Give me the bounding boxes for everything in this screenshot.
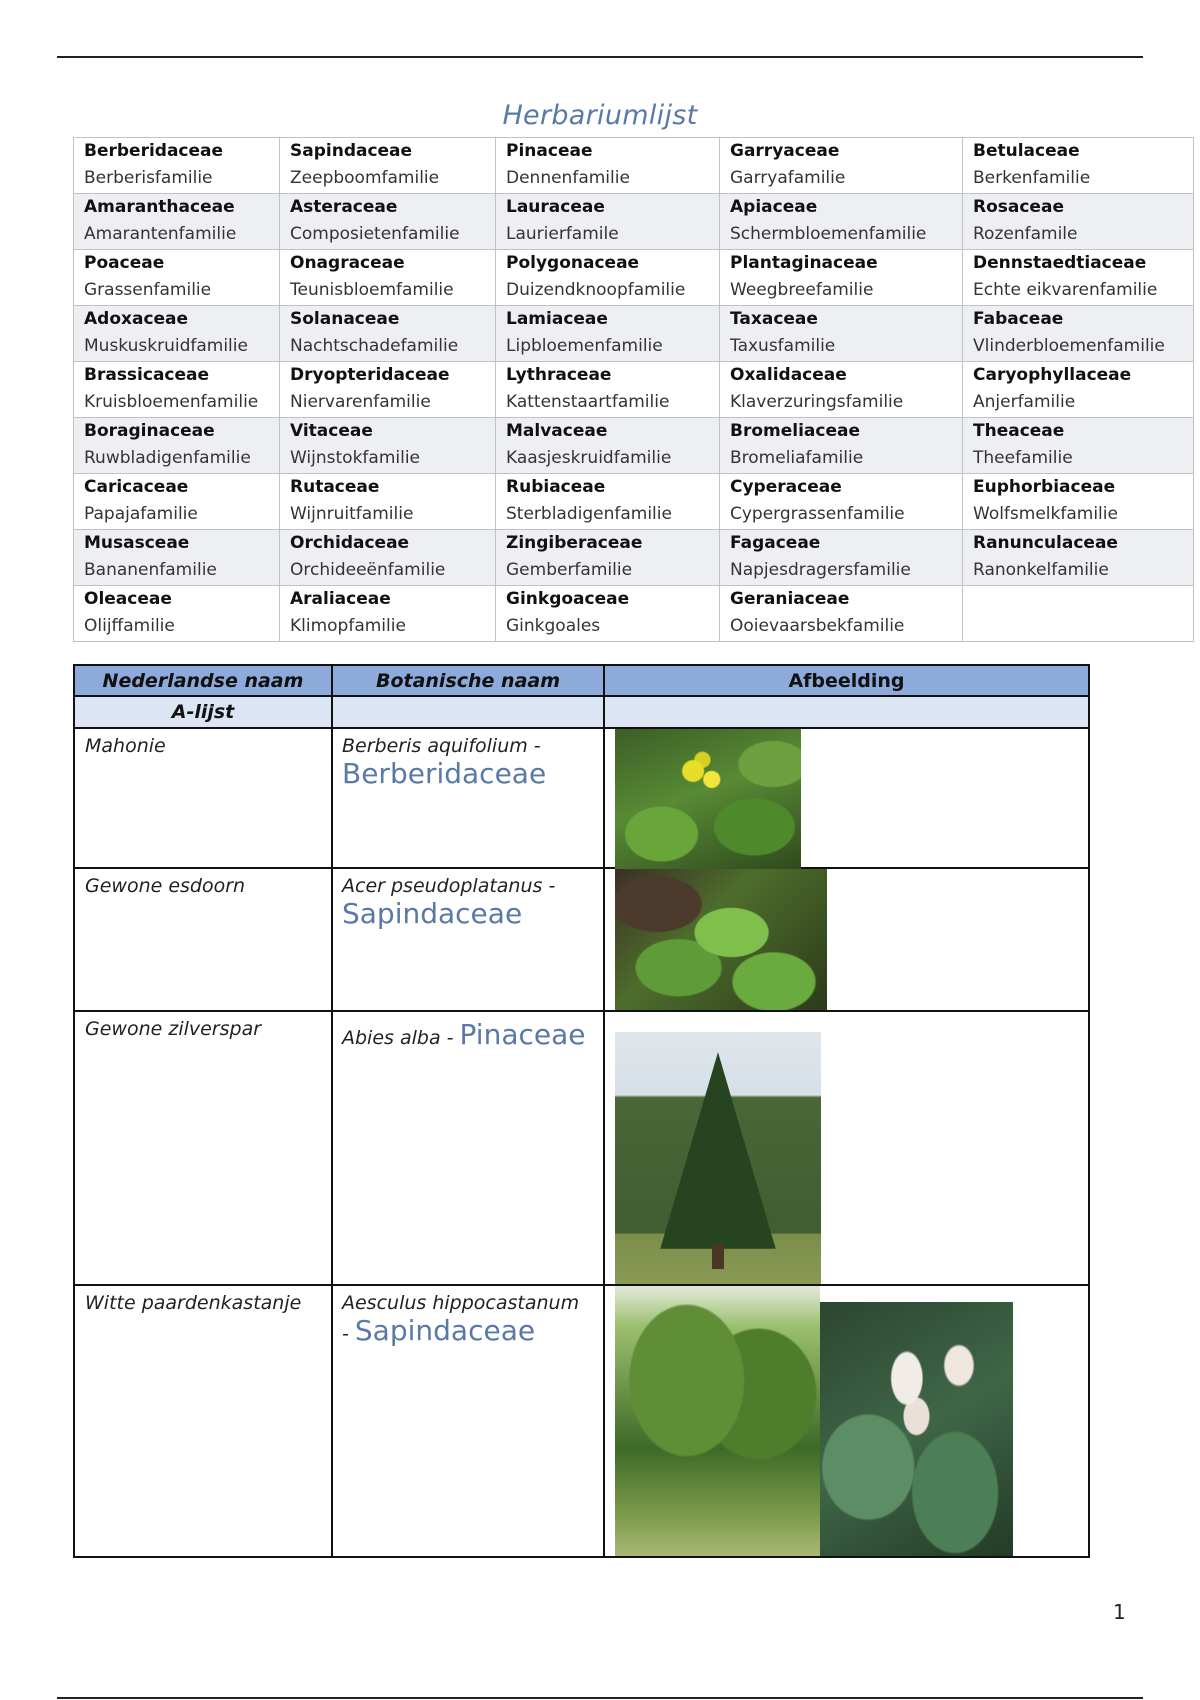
family-botanical-name: Musasceae xyxy=(84,533,190,553)
chestnut-tree-photo xyxy=(615,1286,820,1556)
family-dutch-name: Laurierfamile xyxy=(506,224,619,244)
family-cell xyxy=(720,418,963,474)
family-cell xyxy=(720,474,963,530)
chestnut-flower-photo xyxy=(820,1302,1013,1556)
family-cell xyxy=(280,306,496,362)
family-dutch-name: Bromeliafamilie xyxy=(730,448,864,468)
family-botanical-name: Onagraceae xyxy=(290,253,405,273)
family-row xyxy=(74,306,1194,362)
family-row xyxy=(74,250,1194,306)
family-botanical-name: Brassicaceae xyxy=(84,365,210,385)
col-header-dutch-name: Nederlandse naam xyxy=(74,665,332,696)
species-table xyxy=(73,664,1090,1558)
family-botanical-name: Geraniaceae xyxy=(730,589,850,609)
family-dutch-name: Lipbloemenfamilie xyxy=(506,336,663,356)
family-botanical-name: Fagaceae xyxy=(730,533,821,553)
image-cell xyxy=(604,1285,1089,1557)
family-cell xyxy=(74,586,280,642)
family-botanical-name: Ginkgoaceae xyxy=(506,589,630,609)
family-dutch-name: Wijnruitfamilie xyxy=(290,504,414,524)
section-label-empty xyxy=(604,696,1089,728)
family-cell xyxy=(963,250,1194,306)
dutch-name: Witte paardenkastanje xyxy=(74,1285,332,1557)
family-dutch-name: Klaverzuringsfamilie xyxy=(730,392,904,412)
family-dutch-name: Ruwbladigenfamilie xyxy=(84,448,251,468)
family-cell xyxy=(280,138,496,194)
family-botanical-name: Orchidaceae xyxy=(290,533,410,553)
family-botanical-name: Euphorbiaceae xyxy=(973,477,1116,497)
family-botanical-name: Solanaceae xyxy=(290,309,400,329)
family-botanical-name: Adoxaceae xyxy=(84,309,189,329)
family-dutch-name: Ginkgoales xyxy=(506,616,601,636)
family-botanical-name: Rutaceae xyxy=(290,477,380,497)
family-cell xyxy=(496,362,720,418)
family-dutch-name: Zeepboomfamilie xyxy=(290,168,440,188)
family-cell xyxy=(963,530,1194,586)
family-cell xyxy=(496,250,720,306)
family-dutch-name: Rozenfamile xyxy=(973,224,1078,244)
family-cell xyxy=(496,138,720,194)
botanical-name: Acer pseudoplatanus - Sapindaceae xyxy=(332,868,604,1011)
page-number: 1 xyxy=(1113,1600,1126,1624)
family-row xyxy=(74,418,1194,474)
family-cell xyxy=(74,474,280,530)
family-botanical-name: Bromeliaceae xyxy=(730,421,860,441)
family-cell xyxy=(963,138,1194,194)
family-cell xyxy=(74,306,280,362)
family-dutch-name: Echte eikvarenfamilie xyxy=(973,280,1158,300)
family-botanical-name: Boraginaceae xyxy=(84,421,215,441)
family-cell xyxy=(74,362,280,418)
family-botanical-name: Cyperaceae xyxy=(730,477,842,497)
family-name: Berberidaceae xyxy=(342,757,547,790)
family-dutch-name: Schermbloemenfamilie xyxy=(730,224,927,244)
family-dutch-name: Duizendknoopfamilie xyxy=(506,280,686,300)
dutch-name: Gewone esdoorn xyxy=(74,868,332,1011)
latin-name: Berberis aquifolium xyxy=(342,735,528,757)
family-cell xyxy=(280,586,496,642)
family-cell xyxy=(496,418,720,474)
family-botanical-name: Oxalidaceae xyxy=(730,365,847,385)
family-botanical-name: Zingiberaceae xyxy=(506,533,643,553)
family-cell xyxy=(496,474,720,530)
section-label: A-lijst xyxy=(74,696,332,728)
family-dutch-name: Orchideeënfamilie xyxy=(290,560,446,580)
family-dutch-name: Grassenfamilie xyxy=(84,280,212,300)
family-dutch-name: Dennenfamilie xyxy=(506,168,630,188)
footer-rule xyxy=(57,1697,1143,1699)
family-botanical-name: Theaceae xyxy=(973,421,1065,441)
mahonia-photo xyxy=(615,729,801,869)
family-dutch-name: Ranonkelfamilie xyxy=(973,560,1109,580)
family-dutch-name: Wijnstokfamilie xyxy=(290,448,421,468)
family-botanical-name: Araliaceae xyxy=(290,589,391,609)
dutch-name: Mahonie xyxy=(74,728,332,868)
family-botanical-name: Polygonaceae xyxy=(506,253,640,273)
family-row xyxy=(74,530,1194,586)
species-row xyxy=(74,728,1089,868)
family-cell xyxy=(74,138,280,194)
col-header-botanical-name: Botanische naam xyxy=(332,665,604,696)
family-botanical-name: Plantaginaceae xyxy=(730,253,878,273)
image-cell xyxy=(604,868,1089,1011)
family-dutch-name: Kattenstaartfamilie xyxy=(506,392,670,412)
family-cell xyxy=(280,362,496,418)
family-cell xyxy=(74,418,280,474)
family-dutch-name: Gemberfamilie xyxy=(506,560,633,580)
family-dutch-name: Klimopfamilie xyxy=(290,616,406,636)
family-table xyxy=(73,137,1194,642)
family-row xyxy=(74,138,1194,194)
family-cell xyxy=(74,530,280,586)
family-botanical-name: Poaceae xyxy=(84,253,165,273)
family-botanical-name: Vitaceae xyxy=(290,421,373,441)
maple-photo xyxy=(615,869,827,1010)
family-cell xyxy=(280,250,496,306)
family-dutch-name: Cypergrassenfamilie xyxy=(730,504,905,524)
family-dutch-name: Napjesdragersfamilie xyxy=(730,560,911,580)
family-cell xyxy=(963,194,1194,250)
family-botanical-name: Berberidaceae xyxy=(84,141,224,161)
family-dutch-name: Wolfsmelkfamilie xyxy=(973,504,1118,524)
family-cell xyxy=(74,250,280,306)
family-dutch-name: Muskuskruidfamilie xyxy=(84,336,248,356)
botanical-name: Berberis aquifolium - Berberidaceae xyxy=(332,728,604,868)
section-label-empty xyxy=(332,696,604,728)
family-cell xyxy=(720,250,963,306)
species-row xyxy=(74,1285,1089,1557)
family-cell xyxy=(963,306,1194,362)
family-cell xyxy=(720,362,963,418)
family-cell xyxy=(720,138,963,194)
family-cell xyxy=(280,418,496,474)
family-name: Pinaceae xyxy=(459,1018,586,1051)
col-header-image: Afbeelding xyxy=(604,665,1089,696)
latin-name: Aesculus hippocastanum xyxy=(342,1292,580,1314)
image-cell xyxy=(604,1011,1089,1285)
latin-name: Abies alba xyxy=(342,1027,441,1049)
family-botanical-name: Lythraceae xyxy=(506,365,612,385)
family-botanical-name: Asteraceae xyxy=(290,197,398,217)
botanical-name: Abies alba - Pinaceae xyxy=(332,1011,604,1285)
family-dutch-name: Papajafamilie xyxy=(84,504,198,524)
family-botanical-name: Apiaceae xyxy=(730,197,818,217)
family-dutch-name: Berkenfamilie xyxy=(973,168,1091,188)
header-rule xyxy=(57,56,1143,58)
family-cell xyxy=(963,474,1194,530)
family-botanical-name: Ranunculaceae xyxy=(973,533,1118,553)
family-botanical-name: Pinaceae xyxy=(506,141,593,161)
family-botanical-name: Fabaceae xyxy=(973,309,1064,329)
family-dutch-name: Teunisbloemfamilie xyxy=(290,280,454,300)
family-cell xyxy=(496,306,720,362)
family-dutch-name: Nachtschadefamilie xyxy=(290,336,459,356)
family-cell xyxy=(720,586,963,642)
family-row xyxy=(74,586,1194,642)
family-dutch-name: Ooievaarsbekfamilie xyxy=(730,616,905,636)
family-dutch-name: Vlinderbloemenfamilie xyxy=(973,336,1165,356)
family-dutch-name: Bananenfamilie xyxy=(84,560,217,580)
family-botanical-name: Caryophyllaceae xyxy=(973,365,1132,385)
family-cell xyxy=(720,530,963,586)
family-cell xyxy=(280,474,496,530)
document-title: Herbariumlijst xyxy=(502,100,698,131)
latin-name: Acer pseudoplatanus xyxy=(342,875,543,897)
family-cell xyxy=(720,194,963,250)
family-name: Sapindaceae xyxy=(342,897,523,930)
family-dutch-name: Weegbreefamilie xyxy=(730,280,874,300)
family-cell xyxy=(280,194,496,250)
family-botanical-name: Lauraceae xyxy=(506,197,605,217)
family-dutch-name: Garryafamilie xyxy=(730,168,846,188)
family-dutch-name: Sterbladigenfamilie xyxy=(506,504,672,524)
species-row xyxy=(74,1011,1089,1285)
family-dutch-name: Theefamilie xyxy=(973,448,1073,468)
family-cell xyxy=(496,530,720,586)
family-cell xyxy=(720,306,963,362)
family-botanical-name: Caricaceae xyxy=(84,477,189,497)
species-row xyxy=(74,868,1089,1011)
image-cell xyxy=(604,728,1089,868)
family-botanical-name: Betulaceae xyxy=(973,141,1080,161)
family-botanical-name: Rosaceae xyxy=(973,197,1064,217)
family-botanical-name: Sapindaceae xyxy=(290,141,413,161)
botanical-name: Aesculus hippocastanum - Sapindaceae xyxy=(332,1285,604,1557)
family-dutch-name: Olijffamilie xyxy=(84,616,175,636)
family-row xyxy=(74,474,1194,530)
fir-photo xyxy=(615,1032,821,1284)
family-dutch-name: Composietenfamilie xyxy=(290,224,460,244)
family-botanical-name: Dennstaedtiaceae xyxy=(973,253,1147,273)
family-dutch-name: Amarantenfamilie xyxy=(84,224,237,244)
family-cell xyxy=(496,194,720,250)
family-dutch-name: Berberisfamilie xyxy=(84,168,213,188)
family-botanical-name: Lamiaceae xyxy=(506,309,608,329)
family-dutch-name: Kaasjeskruidfamilie xyxy=(506,448,672,468)
family-dutch-name: Anjerfamilie xyxy=(973,392,1076,412)
family-botanical-name: Oleaceae xyxy=(84,589,172,609)
family-dutch-name: Kruisbloemenfamilie xyxy=(84,392,259,412)
family-row xyxy=(74,362,1194,418)
family-cell xyxy=(963,586,1194,642)
family-botanical-name: Dryopteridaceae xyxy=(290,365,450,385)
dutch-name: Gewone zilverspar xyxy=(74,1011,332,1285)
family-dutch-name: Taxusfamilie xyxy=(730,336,836,356)
family-cell xyxy=(74,194,280,250)
family-cell xyxy=(963,362,1194,418)
family-botanical-name: Amaranthaceae xyxy=(84,197,235,217)
family-botanical-name: Malvaceae xyxy=(506,421,608,441)
family-name: Sapindaceae xyxy=(354,1314,536,1347)
family-cell xyxy=(496,586,720,642)
family-dutch-name: Niervarenfamilie xyxy=(290,392,431,412)
family-botanical-name: Taxaceae xyxy=(730,309,818,329)
family-row xyxy=(74,194,1194,250)
family-cell xyxy=(963,418,1194,474)
family-cell xyxy=(280,530,496,586)
family-botanical-name: Rubiaceae xyxy=(506,477,606,497)
family-botanical-name: Garryaceae xyxy=(730,141,840,161)
